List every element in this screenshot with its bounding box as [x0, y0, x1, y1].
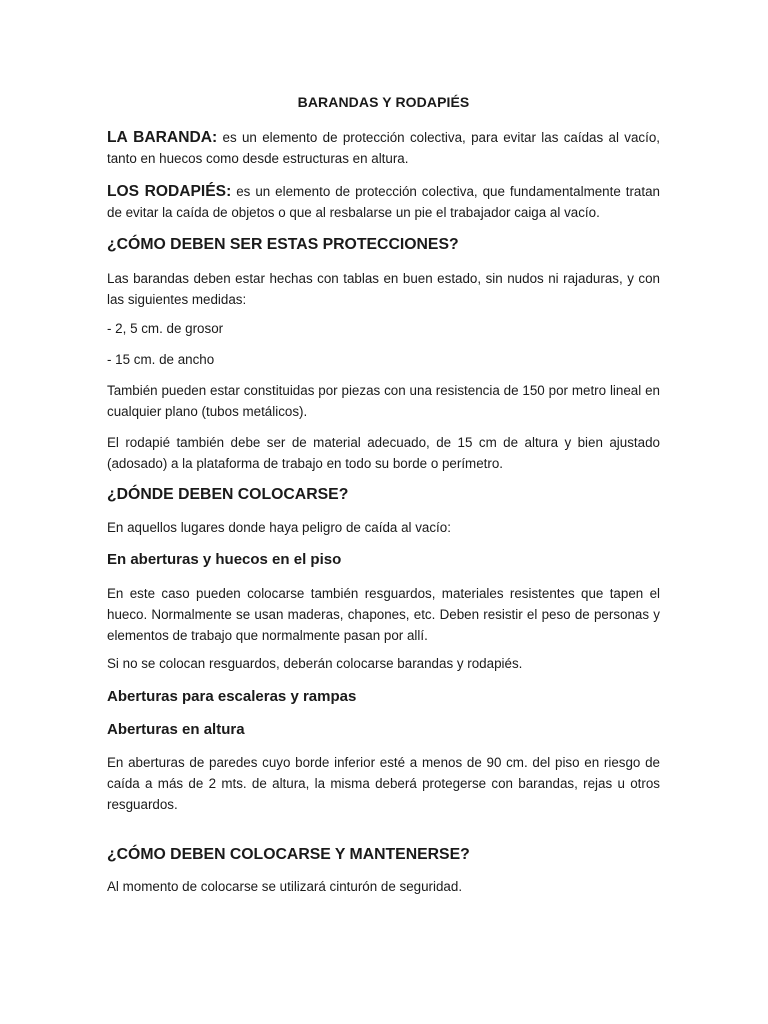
baranda-term: LA BARANDA [107, 129, 212, 146]
baranda-definition [107, 127, 660, 169]
baranda-text: es un elemento de protección colectiva, para evitar las caídas al vacío, tanto en huecos como desde estructuras en altura. [107, 130, 660, 166]
rodapies-text: es un elemento de protección colectiva, que fundamentalmente tratan de evitar la caída de objetos o que al resbalarse un pie el trabajador caiga al vacío. [107, 184, 660, 220]
medida-grosor: - 2, 5 cm. de grosor [107, 321, 224, 336]
resguardos-paragraph: En este caso pueden colocarse también resguardos, materiales resistentes que tapen el hueco. Normalmente se usan maderas, chapones, etc. Deben resistir el peso de personas y elementos de trabajo que normalmente pasan por allí. [107, 586, 660, 643]
rodapies-term: LOS RODAPIÉS [107, 183, 227, 200]
heading-aberturas-altura: Aberturas en altura [107, 721, 245, 738]
baranda-colon: : [211, 129, 218, 146]
paredes-paragraph: En aberturas de paredes cuyo borde inferior esté a menos de 90 cm. del piso en riesgo de caída a más de 2 mts. de altura, la misma deberá protegerse con barandas, rejas u otros resguardos. [107, 755, 660, 812]
document-title: BARANDAS Y RODAPIÉS [297, 94, 470, 110]
heading-colocarse-mantenerse: ¿CÓMO DEBEN COLOCARSE Y MANTENERSE? [107, 846, 470, 863]
rodapie-material-paragraph: El rodapié también debe ser de material adecuado, de 15 cm de altura y bien ajustado (adosado) a la plataforma de trabajo en todo su borde o perímetro. [107, 435, 660, 471]
barandas-medidas-paragraph: Las barandas deben estar hechas con tablas en buen estado, sin nudos ni rajaduras, y con las siguientes medidas: [107, 271, 660, 307]
rodapies-colon: : [226, 183, 232, 200]
heading-aberturas-piso: En aberturas y huecos en el piso [107, 551, 342, 568]
heading-como-deben-ser: ¿CÓMO DEBEN SER ESTAS PROTECCIONES? [107, 236, 459, 253]
heading-escaleras-rampas: Aberturas para escaleras y rampas [107, 688, 357, 705]
lugares-paragraph: En aquellos lugares donde haya peligro de caída al vacío: [107, 520, 451, 535]
piezas-paragraph: También pueden estar constituidas por piezas con una resistencia de 150 por metro lineal en cualquier plano (tubos metálicos). [107, 383, 660, 419]
rodapies-definition [107, 181, 660, 223]
cinturon-paragraph: Al momento de colocarse se utilizará cinturón de seguridad. [107, 879, 463, 894]
medida-ancho: - 15 cm. de ancho [107, 352, 215, 367]
si-no-paragraph: Si no se colocan resguardos, deberán colocarse barandas y rodapiés. [107, 656, 523, 671]
heading-donde-colocarse: ¿DÓNDE DEBEN COLOCARSE? [107, 486, 349, 503]
